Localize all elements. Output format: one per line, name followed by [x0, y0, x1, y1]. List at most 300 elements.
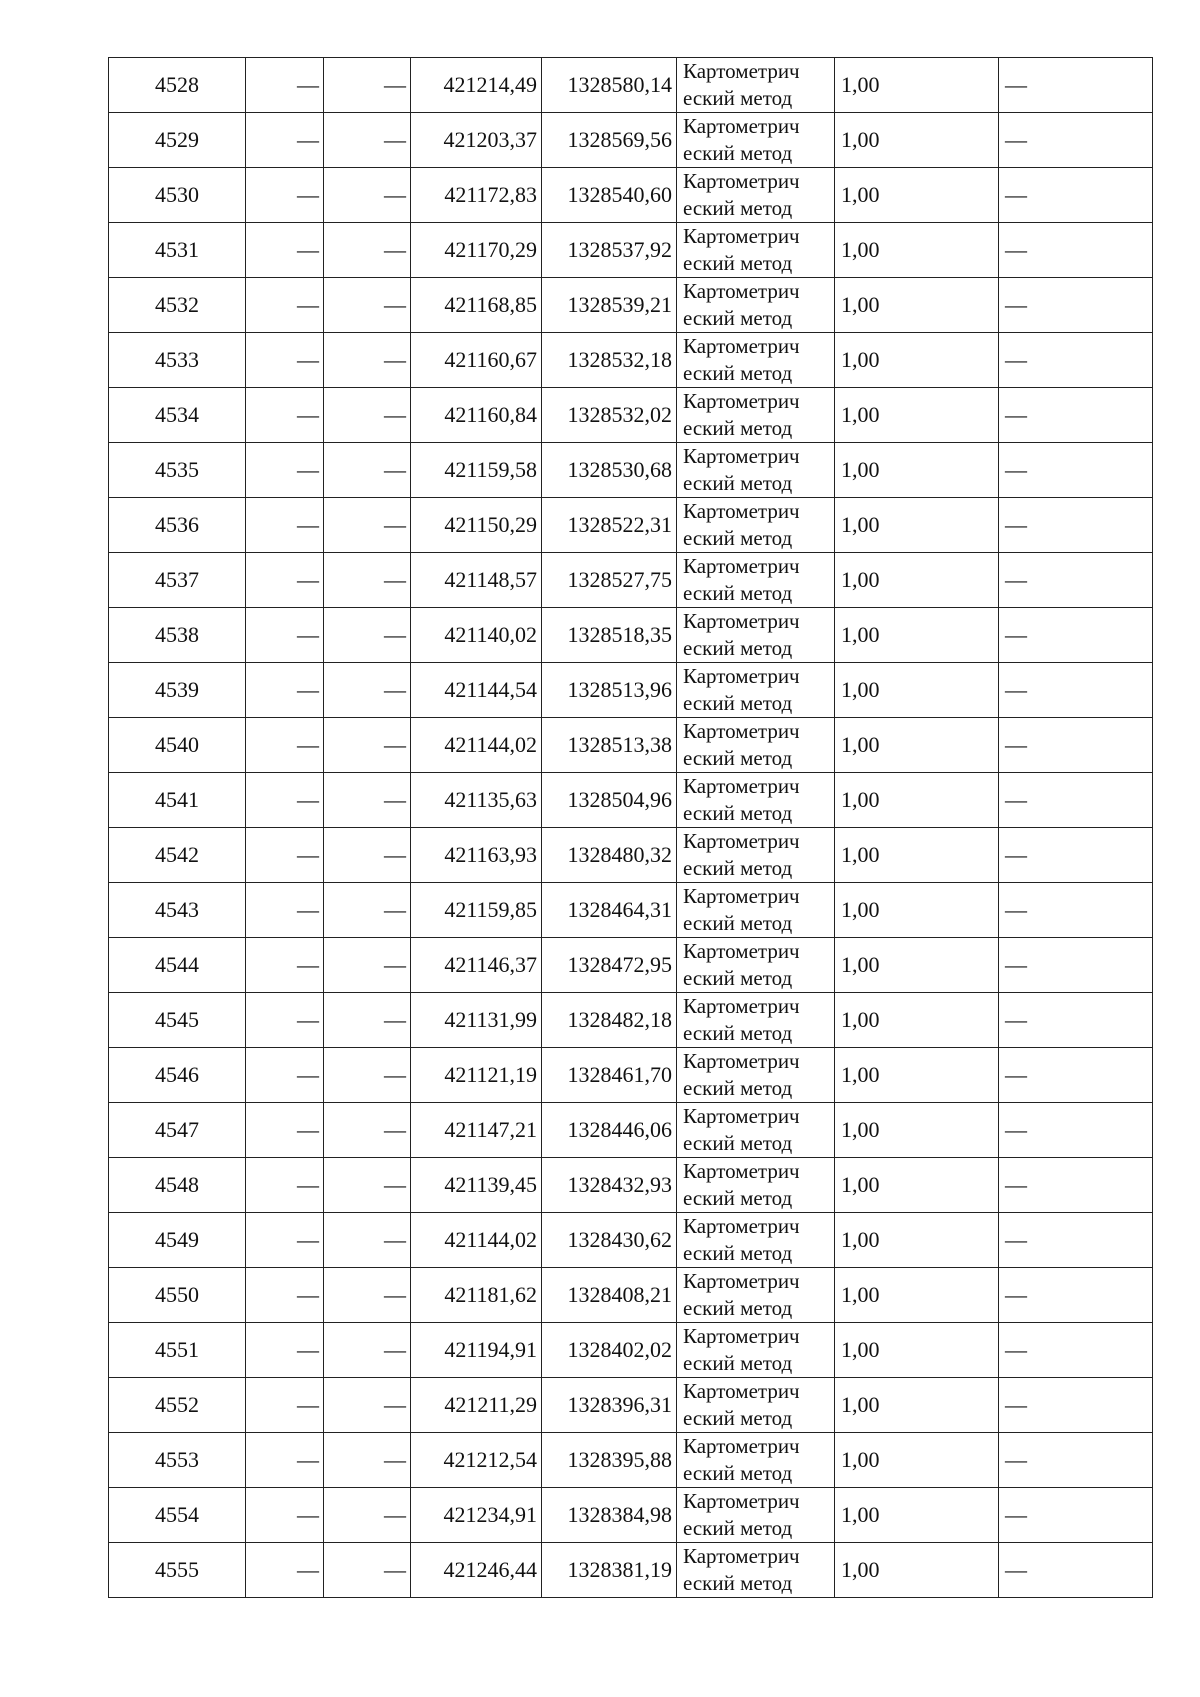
- x-coordinate-cell: 421121,19: [411, 1048, 542, 1103]
- old-y-cell: —: [324, 223, 411, 278]
- method-text-line-1: Картометрич: [683, 59, 800, 83]
- y-coordinate-cell: 1328432,93: [542, 1158, 677, 1213]
- point-number-cell: 4550: [109, 1268, 246, 1323]
- method-text-line-2: еский метод: [683, 471, 793, 495]
- table-row: [109, 938, 1153, 993]
- x-coordinate-cell: 421131,99: [411, 993, 542, 1048]
- x-coordinate-cell: 421170,29: [411, 223, 542, 278]
- table-row: [109, 828, 1153, 883]
- old-x-cell: —: [246, 1268, 324, 1323]
- old-x-cell: —: [246, 498, 324, 553]
- y-coordinate-cell: 1328522,31: [542, 498, 677, 553]
- old-y-cell: —: [324, 1158, 411, 1213]
- description-cell: —: [999, 1213, 1153, 1268]
- x-coordinate-cell: 421163,93: [411, 828, 542, 883]
- y-coordinate-cell: 1328384,98: [542, 1488, 677, 1543]
- point-number-cell: 4532: [109, 278, 246, 333]
- description-cell: —: [999, 113, 1153, 168]
- method-cell: [677, 58, 835, 113]
- method-text-line-2: еский метод: [683, 1241, 793, 1265]
- method-cell: [677, 1158, 835, 1213]
- description-cell: —: [999, 1543, 1153, 1598]
- x-coordinate-cell: 421172,83: [411, 168, 542, 223]
- old-x-cell: —: [246, 773, 324, 828]
- description-cell: —: [999, 1048, 1153, 1103]
- description-cell: —: [999, 883, 1153, 938]
- description-cell: —: [999, 168, 1153, 223]
- point-number-cell: 4538: [109, 608, 246, 663]
- precision-cell: 1,00: [835, 1213, 999, 1268]
- y-coordinate-cell: 1328513,96: [542, 663, 677, 718]
- method-cell: [677, 1378, 835, 1433]
- old-x-cell: —: [246, 1158, 324, 1213]
- old-x-cell: —: [246, 1213, 324, 1268]
- table-row: [109, 883, 1153, 938]
- point-number-cell: 4546: [109, 1048, 246, 1103]
- table-row: [109, 58, 1153, 113]
- point-number-cell: 4539: [109, 663, 246, 718]
- y-coordinate-cell: 1328532,02: [542, 388, 677, 443]
- old-x-cell: —: [246, 1488, 324, 1543]
- method-cell: [677, 938, 835, 993]
- precision-cell: 1,00: [835, 1158, 999, 1213]
- old-x-cell: —: [246, 553, 324, 608]
- y-coordinate-cell: 1328381,19: [542, 1543, 677, 1598]
- method-text-line-1: Картометрич: [683, 554, 800, 578]
- old-x-cell: —: [246, 58, 324, 113]
- method-cell: [677, 278, 835, 333]
- x-coordinate-cell: 421159,85: [411, 883, 542, 938]
- description-cell: —: [999, 1103, 1153, 1158]
- method-text-line-1: Картометрич: [683, 609, 800, 633]
- description-cell: —: [999, 1268, 1153, 1323]
- x-coordinate-cell: 421146,37: [411, 938, 542, 993]
- precision-cell: 1,00: [835, 443, 999, 498]
- old-x-cell: —: [246, 1378, 324, 1433]
- table-row: [109, 1378, 1153, 1433]
- method-text-line-2: еский метод: [683, 251, 793, 275]
- x-coordinate-cell: 421159,58: [411, 443, 542, 498]
- precision-cell: 1,00: [835, 663, 999, 718]
- x-coordinate-cell: 421168,85: [411, 278, 542, 333]
- method-cell: [677, 1213, 835, 1268]
- method-text-line-2: еский метод: [683, 1296, 793, 1320]
- method-text-line-1: Картометрич: [683, 334, 800, 358]
- old-x-cell: —: [246, 993, 324, 1048]
- method-text-line-1: Картометрич: [683, 499, 800, 523]
- x-coordinate-cell: 421144,54: [411, 663, 542, 718]
- y-coordinate-cell: 1328482,18: [542, 993, 677, 1048]
- method-text-line-1: Картометрич: [683, 389, 800, 413]
- x-coordinate-cell: 421160,67: [411, 333, 542, 388]
- y-coordinate-cell: 1328504,96: [542, 773, 677, 828]
- y-coordinate-cell: 1328539,21: [542, 278, 677, 333]
- old-x-cell: —: [246, 443, 324, 498]
- description-cell: —: [999, 773, 1153, 828]
- old-y-cell: —: [324, 718, 411, 773]
- description-cell: —: [999, 223, 1153, 278]
- x-coordinate-cell: 421211,29: [411, 1378, 542, 1433]
- old-y-cell: —: [324, 1048, 411, 1103]
- point-number-cell: 4548: [109, 1158, 246, 1213]
- method-text-line-1: Картометрич: [683, 774, 800, 798]
- old-y-cell: —: [324, 1213, 411, 1268]
- description-cell: —: [999, 828, 1153, 883]
- table-body: [109, 58, 1153, 1598]
- method-cell: [677, 1488, 835, 1543]
- old-y-cell: —: [324, 1433, 411, 1488]
- precision-cell: 1,00: [835, 1433, 999, 1488]
- old-x-cell: —: [246, 333, 324, 388]
- table-row: [109, 388, 1153, 443]
- table-row: [109, 278, 1153, 333]
- table-row: [109, 1268, 1153, 1323]
- method-cell: [677, 993, 835, 1048]
- method-cell: [677, 1543, 835, 1598]
- table-row: [109, 333, 1153, 388]
- y-coordinate-cell: 1328518,35: [542, 608, 677, 663]
- x-coordinate-cell: 421147,21: [411, 1103, 542, 1158]
- old-y-cell: —: [324, 443, 411, 498]
- x-coordinate-cell: 421194,91: [411, 1323, 542, 1378]
- point-number-cell: 4529: [109, 113, 246, 168]
- precision-cell: 1,00: [835, 388, 999, 443]
- method-text-line-1: Картометрич: [683, 994, 800, 1018]
- old-y-cell: —: [324, 113, 411, 168]
- point-number-cell: 4547: [109, 1103, 246, 1158]
- old-y-cell: —: [324, 773, 411, 828]
- method-text-line-2: еский метод: [683, 1021, 793, 1045]
- point-number-cell: 4540: [109, 718, 246, 773]
- table-row: [109, 168, 1153, 223]
- method-cell: [677, 1323, 835, 1378]
- y-coordinate-cell: 1328472,95: [542, 938, 677, 993]
- method-text-line-1: Картометрич: [683, 1049, 800, 1073]
- method-text-line-2: еский метод: [683, 1351, 793, 1375]
- y-coordinate-cell: 1328461,70: [542, 1048, 677, 1103]
- table-row: [109, 773, 1153, 828]
- method-text-line-2: еский метод: [683, 196, 793, 220]
- method-text-line-2: еский метод: [683, 1571, 793, 1595]
- description-cell: —: [999, 663, 1153, 718]
- method-text-line-1: Картометрич: [683, 1269, 800, 1293]
- y-coordinate-cell: 1328395,88: [542, 1433, 677, 1488]
- method-cell: [677, 1268, 835, 1323]
- precision-cell: 1,00: [835, 828, 999, 883]
- method-text-line-1: Картометрич: [683, 1324, 800, 1348]
- method-text-line-1: Картометрич: [683, 829, 800, 853]
- table-row: [109, 1433, 1153, 1488]
- precision-cell: 1,00: [835, 1543, 999, 1598]
- method-text-line-1: Картометрич: [683, 1104, 800, 1128]
- method-cell: [677, 168, 835, 223]
- point-number-cell: 4551: [109, 1323, 246, 1378]
- precision-cell: 1,00: [835, 168, 999, 223]
- point-number-cell: 4535: [109, 443, 246, 498]
- description-cell: —: [999, 553, 1153, 608]
- precision-cell: 1,00: [835, 608, 999, 663]
- y-coordinate-cell: 1328530,68: [542, 443, 677, 498]
- method-text-line-2: еский метод: [683, 416, 793, 440]
- y-coordinate-cell: 1328446,06: [542, 1103, 677, 1158]
- y-coordinate-cell: 1328396,31: [542, 1378, 677, 1433]
- precision-cell: 1,00: [835, 773, 999, 828]
- method-text-line-2: еский метод: [683, 306, 793, 330]
- x-coordinate-cell: 421140,02: [411, 608, 542, 663]
- description-cell: —: [999, 718, 1153, 773]
- x-coordinate-cell: 421144,02: [411, 718, 542, 773]
- method-cell: [677, 113, 835, 168]
- description-cell: —: [999, 443, 1153, 498]
- description-cell: —: [999, 58, 1153, 113]
- precision-cell: 1,00: [835, 938, 999, 993]
- precision-cell: 1,00: [835, 333, 999, 388]
- y-coordinate-cell: 1328513,38: [542, 718, 677, 773]
- point-number-cell: 4545: [109, 993, 246, 1048]
- point-number-cell: 4552: [109, 1378, 246, 1433]
- point-number-cell: 4553: [109, 1433, 246, 1488]
- precision-cell: 1,00: [835, 1323, 999, 1378]
- old-x-cell: —: [246, 113, 324, 168]
- x-coordinate-cell: 421144,02: [411, 1213, 542, 1268]
- method-cell: [677, 223, 835, 278]
- point-number-cell: 4555: [109, 1543, 246, 1598]
- method-text-line-2: еский метод: [683, 636, 793, 660]
- table-row: [109, 1103, 1153, 1158]
- old-y-cell: —: [324, 1488, 411, 1543]
- method-text-line-1: Картометрич: [683, 884, 800, 908]
- x-coordinate-cell: 421212,54: [411, 1433, 542, 1488]
- method-text-line-2: еский метод: [683, 1406, 793, 1430]
- precision-cell: 1,00: [835, 718, 999, 773]
- method-text-line-2: еский метод: [683, 141, 793, 165]
- precision-cell: 1,00: [835, 1048, 999, 1103]
- x-coordinate-cell: 421214,49: [411, 58, 542, 113]
- method-text-line-2: еский метод: [683, 1516, 793, 1540]
- y-coordinate-cell: 1328402,02: [542, 1323, 677, 1378]
- precision-cell: 1,00: [835, 553, 999, 608]
- description-cell: —: [999, 1378, 1153, 1433]
- method-text-line-2: еский метод: [683, 1131, 793, 1155]
- y-coordinate-cell: 1328580,14: [542, 58, 677, 113]
- method-text-line-2: еский метод: [683, 801, 793, 825]
- old-x-cell: —: [246, 883, 324, 938]
- method-cell: [677, 498, 835, 553]
- old-x-cell: —: [246, 168, 324, 223]
- method-cell: [677, 718, 835, 773]
- table-row: [109, 718, 1153, 773]
- old-y-cell: —: [324, 278, 411, 333]
- old-x-cell: —: [246, 388, 324, 443]
- method-cell: [677, 388, 835, 443]
- method-cell: [677, 1048, 835, 1103]
- old-y-cell: —: [324, 333, 411, 388]
- x-coordinate-cell: 421150,29: [411, 498, 542, 553]
- old-y-cell: —: [324, 1323, 411, 1378]
- y-coordinate-cell: 1328532,18: [542, 333, 677, 388]
- precision-cell: 1,00: [835, 1378, 999, 1433]
- method-cell: [677, 553, 835, 608]
- point-number-cell: 4541: [109, 773, 246, 828]
- old-x-cell: —: [246, 938, 324, 993]
- method-text-line-2: еский метод: [683, 911, 793, 935]
- method-text-line-1: Картометрич: [683, 664, 800, 688]
- method-text-line-1: Картометрич: [683, 444, 800, 468]
- old-y-cell: —: [324, 663, 411, 718]
- old-x-cell: —: [246, 278, 324, 333]
- old-y-cell: —: [324, 883, 411, 938]
- precision-cell: 1,00: [835, 58, 999, 113]
- table-row: [109, 663, 1153, 718]
- description-cell: —: [999, 1433, 1153, 1488]
- method-text-line-2: еский метод: [683, 581, 793, 605]
- x-coordinate-cell: 421234,91: [411, 1488, 542, 1543]
- old-y-cell: —: [324, 388, 411, 443]
- table-row: [109, 1213, 1153, 1268]
- old-y-cell: —: [324, 58, 411, 113]
- y-coordinate-cell: 1328527,75: [542, 553, 677, 608]
- old-x-cell: —: [246, 608, 324, 663]
- old-x-cell: —: [246, 1433, 324, 1488]
- precision-cell: 1,00: [835, 113, 999, 168]
- old-y-cell: —: [324, 1103, 411, 1158]
- x-coordinate-cell: 421203,37: [411, 113, 542, 168]
- method-cell: [677, 828, 835, 883]
- old-x-cell: —: [246, 223, 324, 278]
- method-text-line-1: Картометрич: [683, 224, 800, 248]
- point-number-cell: 4528: [109, 58, 246, 113]
- method-text-line-1: Картометрич: [683, 1489, 800, 1513]
- table-row: [109, 608, 1153, 663]
- method-cell: [677, 1433, 835, 1488]
- point-number-cell: 4543: [109, 883, 246, 938]
- table-row: [109, 993, 1153, 1048]
- method-text-line-1: Картометрич: [683, 1544, 800, 1568]
- table-row: [109, 1543, 1153, 1598]
- description-cell: —: [999, 388, 1153, 443]
- method-cell: [677, 663, 835, 718]
- old-y-cell: —: [324, 608, 411, 663]
- x-coordinate-cell: 421181,62: [411, 1268, 542, 1323]
- table-row: [109, 553, 1153, 608]
- method-text-line-1: Картометрич: [683, 1379, 800, 1403]
- point-number-cell: 4542: [109, 828, 246, 883]
- method-text-line-2: еский метод: [683, 966, 793, 990]
- method-text-line-1: Картометрич: [683, 719, 800, 743]
- precision-cell: 1,00: [835, 883, 999, 938]
- x-coordinate-cell: 421160,84: [411, 388, 542, 443]
- y-coordinate-cell: 1328464,31: [542, 883, 677, 938]
- precision-cell: 1,00: [835, 1268, 999, 1323]
- method-text-line-2: еский метод: [683, 1076, 793, 1100]
- precision-cell: 1,00: [835, 993, 999, 1048]
- description-cell: —: [999, 333, 1153, 388]
- old-y-cell: —: [324, 553, 411, 608]
- precision-cell: 1,00: [835, 1488, 999, 1543]
- y-coordinate-cell: 1328430,62: [542, 1213, 677, 1268]
- method-cell: [677, 883, 835, 938]
- y-coordinate-cell: 1328537,92: [542, 223, 677, 278]
- point-number-cell: 4531: [109, 223, 246, 278]
- method-text-line-2: еский метод: [683, 1461, 793, 1485]
- method-text-line-1: Картометрич: [683, 279, 800, 303]
- x-coordinate-cell: 421139,45: [411, 1158, 542, 1213]
- old-y-cell: —: [324, 993, 411, 1048]
- table-row: [109, 223, 1153, 278]
- point-number-cell: 4534: [109, 388, 246, 443]
- method-text-line-1: Картометрич: [683, 114, 800, 138]
- old-x-cell: —: [246, 663, 324, 718]
- point-number-cell: 4530: [109, 168, 246, 223]
- method-cell: [677, 1103, 835, 1158]
- old-x-cell: —: [246, 1048, 324, 1103]
- method-cell: [677, 333, 835, 388]
- method-text-line-1: Картометрич: [683, 169, 800, 193]
- table-row: [109, 1048, 1153, 1103]
- precision-cell: 1,00: [835, 278, 999, 333]
- old-y-cell: —: [324, 1378, 411, 1433]
- method-text-line-2: еский метод: [683, 856, 793, 880]
- y-coordinate-cell: 1328480,32: [542, 828, 677, 883]
- old-y-cell: —: [324, 828, 411, 883]
- old-x-cell: —: [246, 1323, 324, 1378]
- method-text-line-2: еский метод: [683, 86, 793, 110]
- method-cell: [677, 608, 835, 663]
- point-number-cell: 4554: [109, 1488, 246, 1543]
- old-y-cell: —: [324, 168, 411, 223]
- method-text-line-1: Картометрич: [683, 1159, 800, 1183]
- table-row: [109, 498, 1153, 553]
- x-coordinate-cell: 421135,63: [411, 773, 542, 828]
- table-row: [109, 1323, 1153, 1378]
- description-cell: —: [999, 278, 1153, 333]
- old-x-cell: —: [246, 1543, 324, 1598]
- method-cell: [677, 443, 835, 498]
- precision-cell: 1,00: [835, 223, 999, 278]
- point-number-cell: 4544: [109, 938, 246, 993]
- old-x-cell: —: [246, 718, 324, 773]
- table-row: [109, 443, 1153, 498]
- description-cell: —: [999, 498, 1153, 553]
- description-cell: —: [999, 1323, 1153, 1378]
- point-number-cell: 4533: [109, 333, 246, 388]
- point-number-cell: 4537: [109, 553, 246, 608]
- precision-cell: 1,00: [835, 498, 999, 553]
- point-number-cell: 4536: [109, 498, 246, 553]
- y-coordinate-cell: 1328569,56: [542, 113, 677, 168]
- description-cell: —: [999, 993, 1153, 1048]
- description-cell: —: [999, 938, 1153, 993]
- method-text-line-1: Картометрич: [683, 1214, 800, 1238]
- old-x-cell: —: [246, 1103, 324, 1158]
- coordinates-table: [108, 57, 1153, 1598]
- y-coordinate-cell: 1328408,21: [542, 1268, 677, 1323]
- method-text-line-2: еский метод: [683, 1186, 793, 1210]
- table-row: [109, 113, 1153, 168]
- description-cell: —: [999, 1158, 1153, 1213]
- method-text-line-1: Картометрич: [683, 939, 800, 963]
- description-cell: —: [999, 608, 1153, 663]
- precision-cell: 1,00: [835, 1103, 999, 1158]
- old-x-cell: —: [246, 828, 324, 883]
- point-number-cell: 4549: [109, 1213, 246, 1268]
- method-cell: [677, 773, 835, 828]
- method-text-line-2: еский метод: [683, 691, 793, 715]
- old-y-cell: —: [324, 498, 411, 553]
- method-text-line-1: Картометрич: [683, 1434, 800, 1458]
- old-y-cell: —: [324, 938, 411, 993]
- x-coordinate-cell: 421246,44: [411, 1543, 542, 1598]
